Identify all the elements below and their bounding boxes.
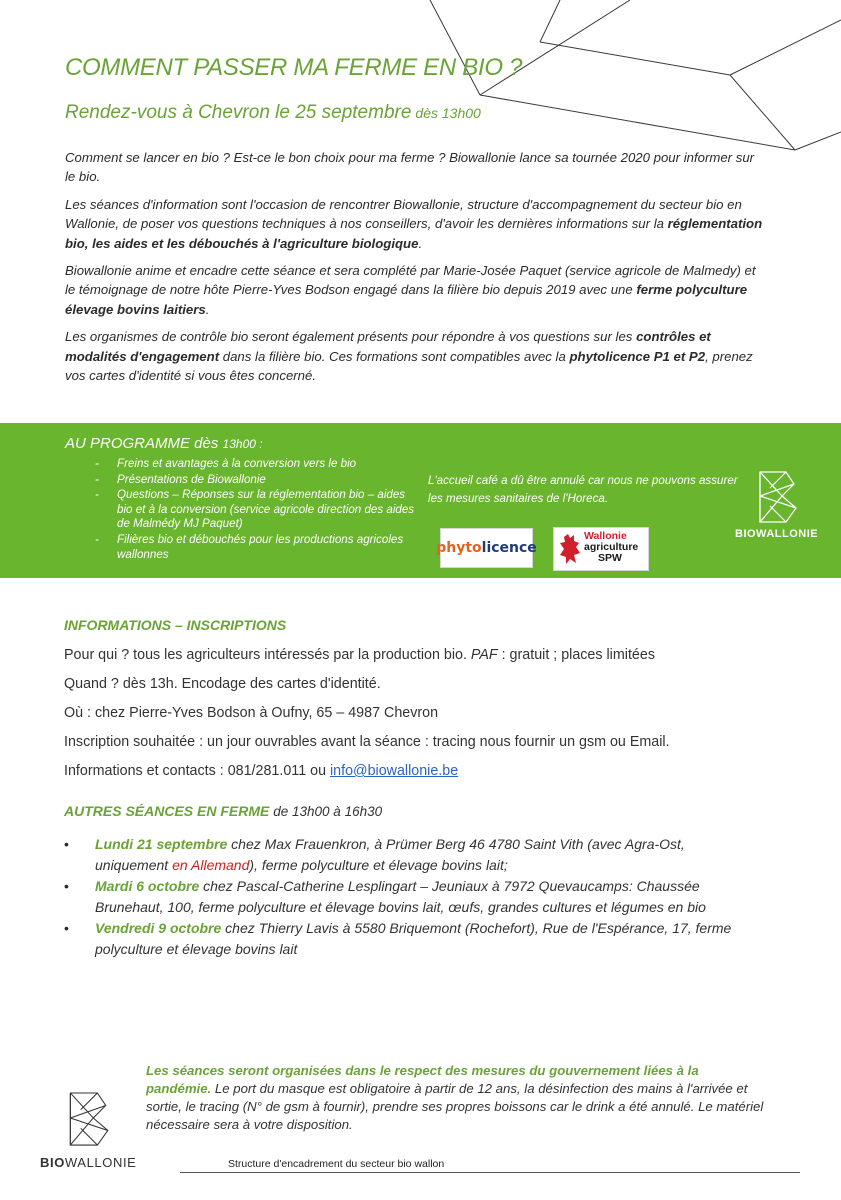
text-span: de 13h00 à 16h30 (273, 804, 383, 819)
sessions-list (64, 834, 754, 960)
text-bold: AUTRES SÉANCES EN FERME (64, 803, 270, 819)
session-item (64, 918, 754, 960)
subtitle-text: Rendez-vous à Chevron le 25 septembre (65, 102, 412, 123)
programme-item: - Filières bio et débouchés pour les productions agricoles wallonnes (95, 533, 415, 562)
session-item (64, 834, 754, 876)
text-bold: contrôles et modalités d'engagement (65, 329, 711, 364)
text-highlight: en Allemand (172, 857, 250, 873)
text-span: chez Max Frauenkron, à Prümer Berg 46 4780 Saint Vith (avec Agra-Ost, uniquement (95, 836, 685, 873)
page-title: COMMENT PASSER MA FERME EN BIO ? (65, 54, 523, 81)
text-bold: phytolicence P1 et P2 (569, 348, 706, 364)
programme-list (95, 457, 415, 563)
text-span: . (418, 235, 423, 251)
text-span: . (205, 301, 210, 317)
text-bold: , les aides et les débouchés à l'agriculture biologique (84, 235, 419, 251)
footer-brand (40, 1155, 136, 1170)
text-bold: réglementation bio (65, 216, 763, 251)
text-span: ), ferme polyculture et élevage bovins lait; (249, 857, 508, 873)
text-span: WALLONIE (64, 1155, 137, 1170)
text-bold: Les séances seront organisées dans le respect des mesures du gouvernement liées à la pandémie. (146, 1063, 699, 1096)
text-span: dans la filière bio. Ces formations sont compatibles avec la (219, 348, 570, 364)
programme-title-text: AU PROGRAMME dès (65, 435, 219, 452)
biowallonie-brand: BIOWALLONIE (735, 528, 819, 540)
text-span: : gratuit ; places limitées (497, 647, 655, 663)
session-date: Mardi 6 octobre (95, 878, 200, 894)
wallonie-text (584, 531, 638, 564)
intro-paragraph-4 (65, 327, 765, 385)
intro-section (65, 148, 765, 393)
programme-title-time: 13h00 : (222, 437, 263, 451)
intro-paragraph-2 (65, 195, 765, 253)
programme-title (65, 435, 263, 452)
subtitle-time: dès 13h00 (415, 105, 481, 121)
biowallonie-logo-icon (752, 468, 800, 526)
wallonie-agriculture-logo (553, 527, 649, 571)
text-span: Pour qui ? tous les agriculteurs intéressés par la production bio. (64, 647, 471, 663)
info-line-inscription: Inscription souhaitée : un jour ouvrables avant la séance : tracing nous fournir un gsm ou Email. (64, 734, 670, 750)
text-span: chez Pascal-Catherine Lesplingart – Jeuniaux à 7972 Quevaucamps: Chaussée Brunehaut, 100, ferme polyculture et élevage bovins lait, œufs, grandes cultures et légumes en bio (95, 878, 706, 915)
text-bold: BIO (40, 1155, 65, 1170)
text-span: chez Thierry Lavis à 5580 Briquemont (Rochefort), Rue de l'Espérance, 17, ferme polyculture et élevage bovins lait (95, 920, 732, 957)
session-date: Vendredi 9 octobre (95, 920, 222, 936)
footer-divider (180, 1172, 800, 1173)
text-span: Informations et contacts : 081/281.011 ou (64, 763, 330, 779)
bottom-note (146, 1062, 766, 1134)
text-bold: ferme polyculture élevage bovins laitiers (65, 282, 748, 317)
page-subtitle (65, 102, 481, 124)
info-line-contacts (64, 763, 458, 779)
accueil-note: L'accueil café a dû être annulé car nous ne pouvons assurer les mesures sanitaires de l'Horeca. (428, 474, 738, 505)
text-span: Biowallonie anime et encadre cette séance et sera complété par Marie-Josée Paquet (service agricole de Malmedy) et le témoignage de notre hôte Pierre-Yves Bodson (65, 263, 756, 298)
intro-paragraph-1: Comment se lancer en bio ? Est-ce le bon choix pour ma ferme ? Biowallonie lance sa tournée 2020 pour informer sur le bio. (65, 150, 755, 185)
logo-text: phyto (436, 540, 482, 556)
email-link[interactable]: info@biowallonie.be (330, 763, 459, 779)
footer-text: Structure d'encadrement du secteur bio wallon (228, 1158, 445, 1170)
phytolicence-logo (436, 528, 537, 568)
text-italic: PAF (470, 647, 498, 663)
session-item (64, 876, 754, 918)
biowallonie-footer-logo-icon (62, 1088, 112, 1150)
session-date: Lundi 21 septembre (95, 836, 228, 852)
text-span: Les séances d'information sont l'occasion de rencontrer Biowallonie, structure d'accompagnement du secteur bio en Wallonie, de poser vos questions techniques à nos conseillers, d'avoir les dernières informations sur la (65, 196, 742, 232)
info-title: INFORMATIONS – INSCRIPTIONS (64, 617, 287, 633)
logo-text: licence (481, 540, 537, 556)
programme-item: - Questions – Réponses sur la réglementation bio – aides bio et à la conversion (service agricole direction des aides de Malmédy MJ Paquet) (95, 488, 415, 532)
info-line-ou: Où : chez Pierre-Yves Bodson à Oufny, 65 – 4987 Chevron (64, 705, 439, 721)
logo-text: Wallonie (584, 530, 627, 542)
logo-text: SPW (598, 552, 622, 564)
autres-seances-title (64, 803, 382, 819)
text-span: Le port du masque est obligatoire à partir de 12 ans, la désinfection des mains à l'arrivée et sortie, le tracing (N° de gsm à fournir), prendre ses propres boissons car le drink a été annulé. Le matériel nécessaire sera à votre disposition. (146, 1081, 764, 1132)
text-span: engagé dans la filière bio depuis 2019 avec une (349, 282, 637, 298)
info-line-pour-qui (64, 647, 655, 663)
logo-text: agriculture (584, 541, 639, 553)
programme-item: - Présentations de Biowallonie (95, 473, 415, 488)
text-span: , prenez vos cartes d'identité si vous êtes concerné. (65, 348, 753, 384)
info-line-quand: Quand ? dès 13h. Encodage des cartes d'identité. (64, 676, 381, 692)
programme-item: - Freins et avantages à la conversion vers le bio (95, 457, 415, 472)
text-span: Les organismes de contrôle bio seront également présents pour répondre à vos questions sur les (65, 329, 637, 345)
rooster-icon (558, 533, 582, 565)
intro-paragraph-3 (65, 261, 765, 319)
